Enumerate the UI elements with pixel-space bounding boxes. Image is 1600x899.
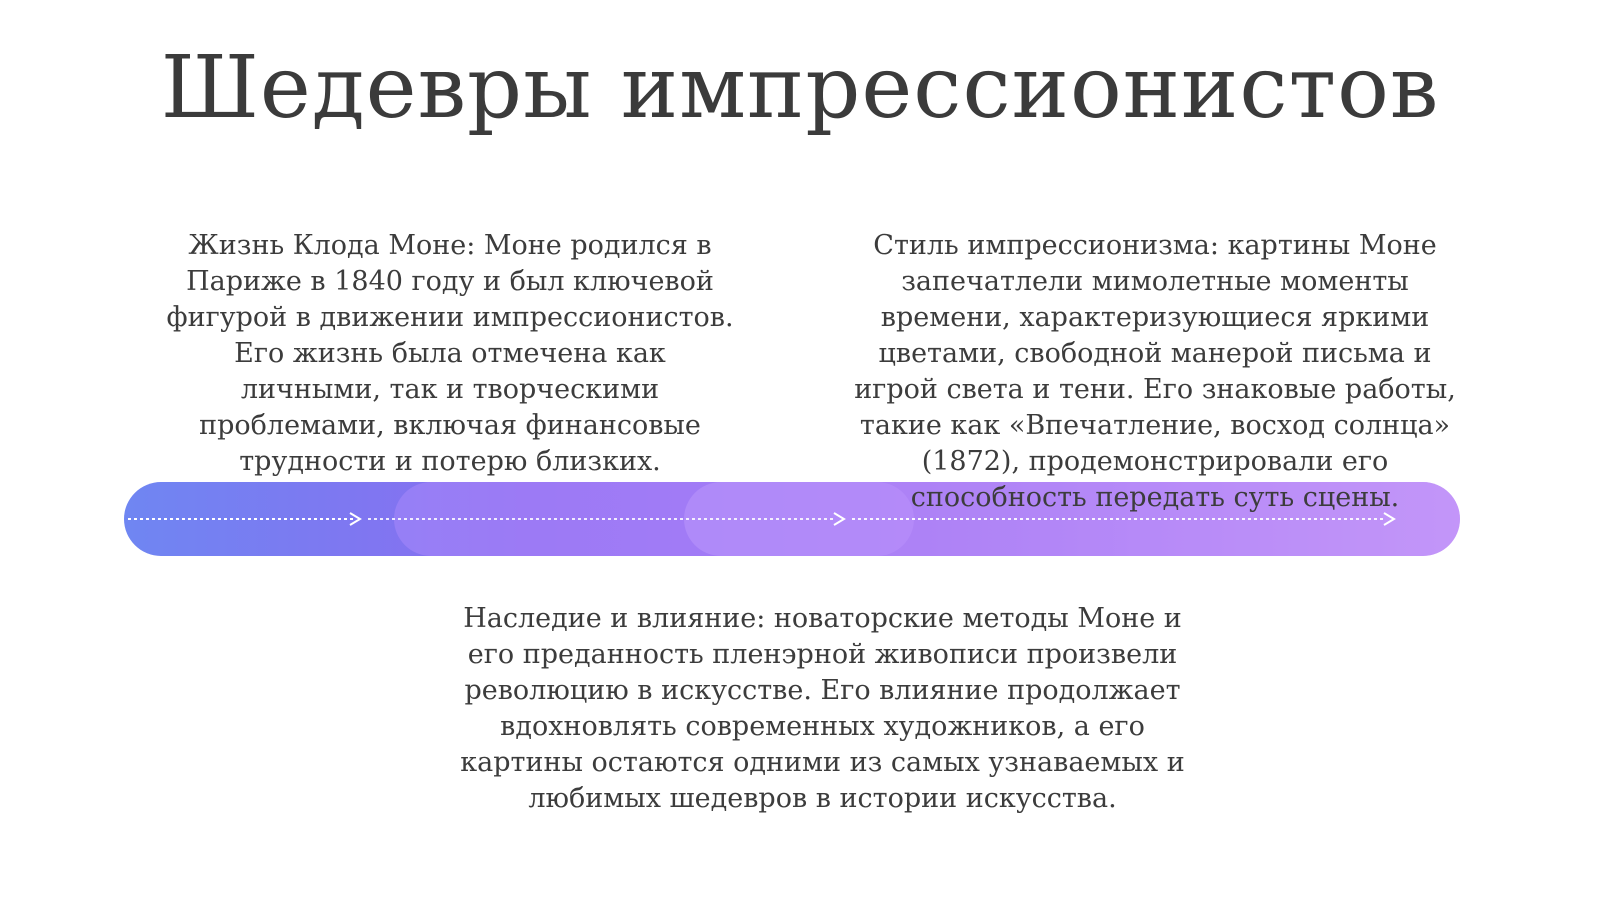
text-block-legacy: Наследие и влияние: новаторские методы Моне и его преданность пленэрной живописи произвели революцию в искусстве. Его влияние продолжает вдохновлять современных художников, а его картины остаются одними из самых узнаваемых и любимых шедевров в истории искусства. [460,603,1185,814]
slide-title: Шедевры импрессионистов [160,38,1440,138]
text-block-life: Жизнь Клода Моне: Моне родился в Париже в 1840 году и был ключевой фигурой в движении импрессионистов. Его жизнь была отмечена как личными, так и творческими проблемами, включая финансовые трудности и потерю близких. [166,230,734,477]
text-block-style: Стиль импрессионизма: картины Моне запечатлели мимолетные моменты времени, характеризующиеся яркими цветами, свободной манерой письма и игрой света и тени. Его знаковые работы, такие как «Впечатление, восход солнца» (1872), продемонстрировали его способность передать суть сцены. [854,230,1456,513]
